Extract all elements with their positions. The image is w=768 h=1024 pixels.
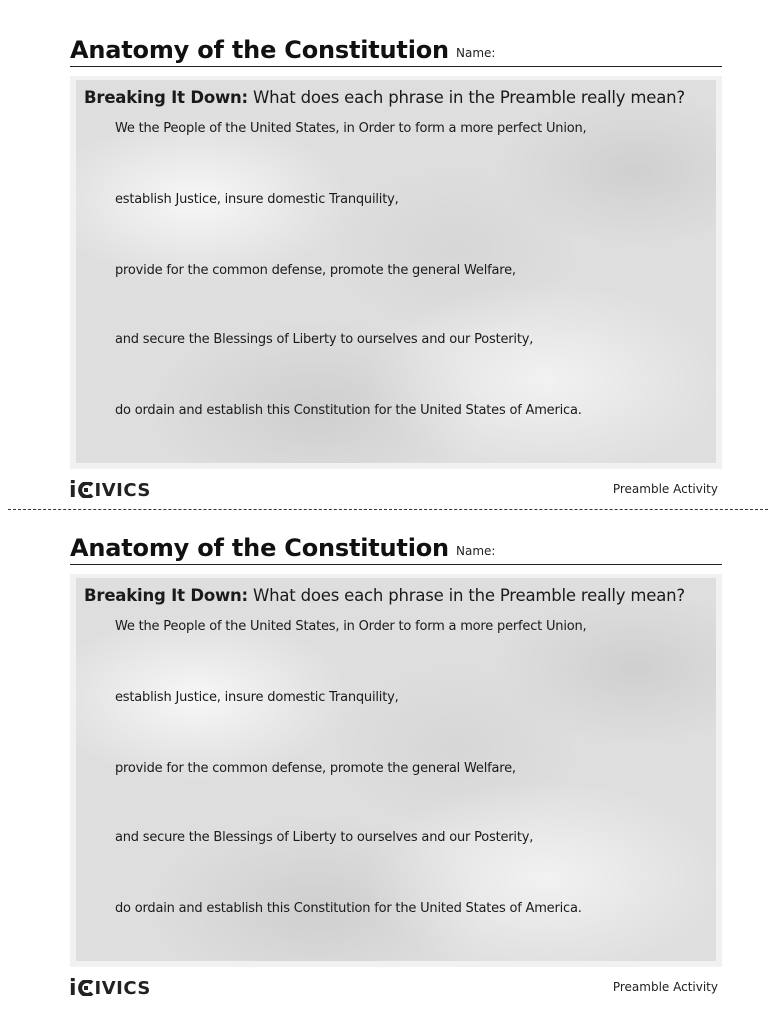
icivics-c-icon	[78, 482, 94, 498]
preamble-phrase: do ordain and establish this Constitution for the United States of America.	[115, 901, 582, 916]
heading-lead: Breaking It Down:	[84, 88, 248, 107]
page-title: Anatomy of the Constitution	[70, 534, 449, 562]
title-row	[70, 36, 722, 67]
preamble-phrase: provide for the common defense, promote the general Welfare,	[115, 263, 516, 278]
panel-heading	[84, 586, 685, 605]
preamble-phrase: We the People of the United States, in Order to form a more perfect Union,	[115, 121, 587, 136]
worksheet-bottom	[0, 498, 768, 1001]
name-label: Name:	[456, 544, 496, 558]
title-row	[70, 534, 722, 565]
preamble-phrase: and secure the Blessings of Liberty to ourselves and our Posterity,	[115, 830, 534, 845]
logo-text: IVICS	[94, 977, 151, 999]
panel-texture	[76, 578, 716, 961]
preamble-phrase: establish Justice, insure domestic Tranquility,	[115, 192, 399, 207]
panel-heading	[84, 88, 685, 107]
worksheet-top	[0, 0, 768, 503]
logo-text: IVICS	[94, 479, 151, 501]
heading-question: What does each phrase in the Preamble really mean?	[253, 586, 685, 605]
preamble-phrase: establish Justice, insure domestic Tranquility,	[115, 690, 399, 705]
page-title: Anatomy of the Constitution	[70, 36, 449, 64]
preamble-phrase: do ordain and establish this Constitution for the United States of America.	[115, 403, 582, 418]
heading-question: What does each phrase in the Preamble really mean?	[253, 88, 685, 107]
preamble-phrase: We the People of the United States, in Order to form a more perfect Union,	[115, 619, 587, 634]
panel-texture	[76, 80, 716, 463]
preamble-phrase: and secure the Blessings of Liberty to ourselves and our Posterity,	[115, 332, 534, 347]
icivics-c-icon	[78, 980, 94, 996]
preamble-phrase: provide for the common defense, promote the general Welfare,	[115, 761, 516, 776]
heading-lead: Breaking It Down:	[84, 586, 248, 605]
icivics-logo	[69, 976, 151, 1000]
footer-label: Preamble Activity	[612, 980, 718, 994]
footer-label: Preamble Activity	[612, 482, 718, 496]
preamble-panel	[70, 574, 722, 967]
logo-i: i	[69, 975, 77, 1001]
logo-i: i	[69, 477, 77, 503]
name-label: Name:	[456, 46, 496, 60]
preamble-panel	[70, 76, 722, 469]
